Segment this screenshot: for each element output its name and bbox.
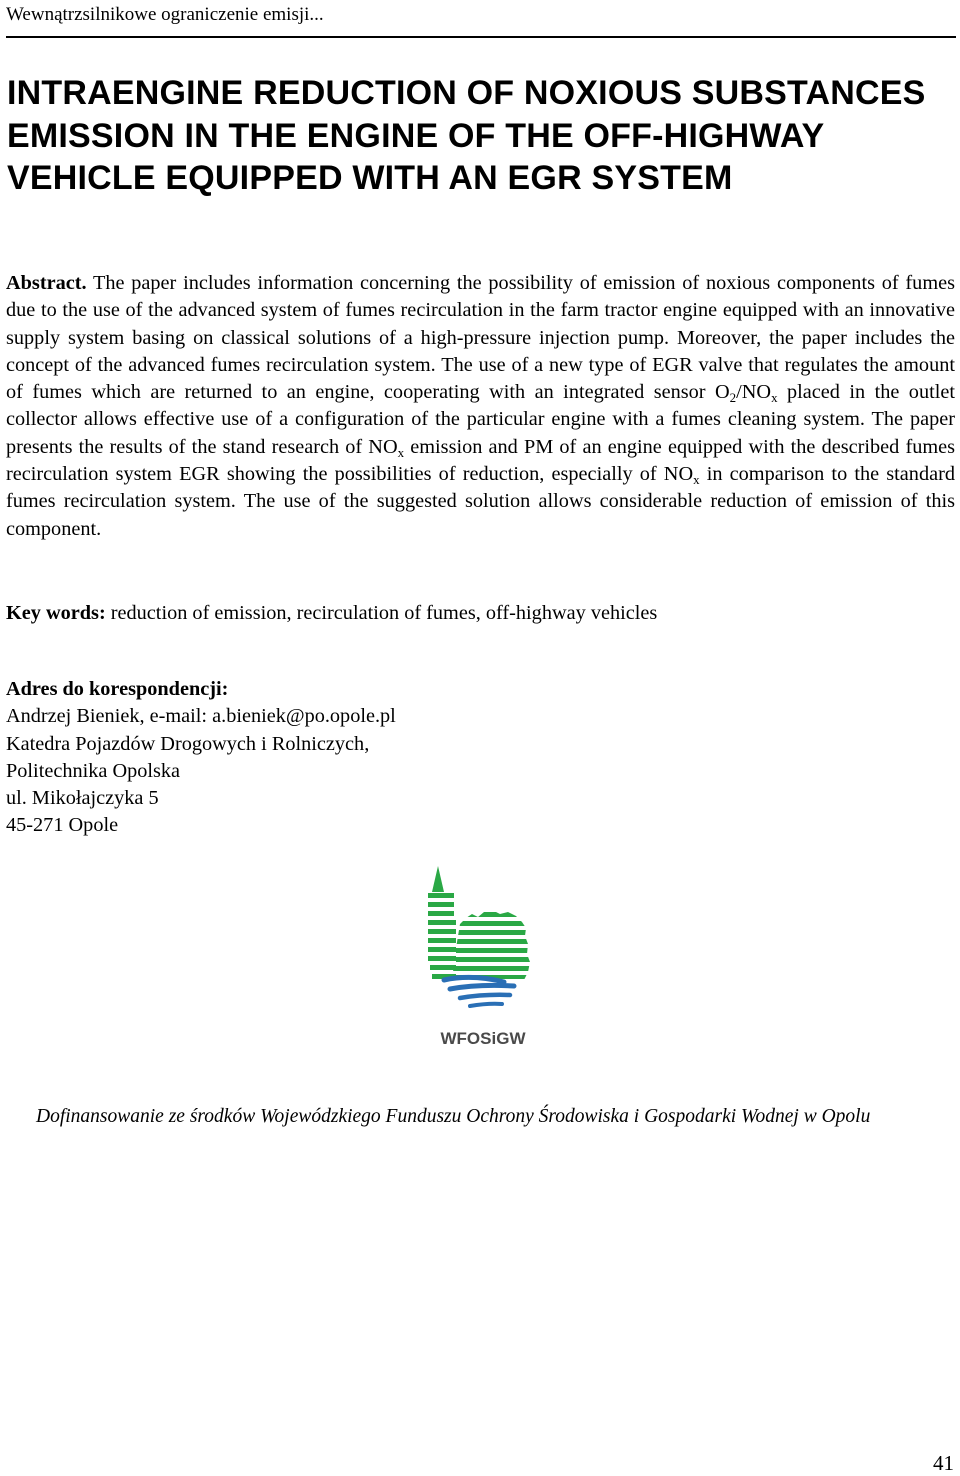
- tower-icon: [428, 866, 456, 979]
- abstract-text-4: emission and PM of an engine equipped with the described fumes recirculation system EGR showing the possibilities of reduction, especially of NO: [6, 435, 956, 486]
- city-line: 45-271 Opole: [6, 814, 119, 837]
- author-email-line: Andrzej Bieniek, e-mail: a.bieniek@po.opole.pl: [6, 705, 396, 728]
- abstract: [6, 270, 955, 543]
- abstract-text-1: The paper includes information concerning the possibility of emission of noxious components of fumes due to the use of the advanced system of fumes recirculation in the farm tractor engine equipped with an innovative supply system basing on classical solutions of a high-pressure injection pump. Moreover, the paper includes the concept of the advanced fumes recirculation system. The use of a new type of EGR valve that regulates the amount of fumes which are returned to an engine, cooperating with an integrated sensor O: [6, 272, 955, 404]
- running-head: Wewnątrzsilnikowe ograniczenie emisji...: [6, 4, 324, 25]
- subscript-x: x: [397, 444, 405, 460]
- wfosigw-logo: [422, 862, 544, 1052]
- abstract-text-3: placed in the outlet collector allows effective use of a configuration of the particular engine with a fumes cleaning system. The paper presents the results of the stand research of NO: [6, 381, 955, 458]
- header-divider: [6, 36, 956, 38]
- keywords-label: Key words:: [6, 602, 106, 624]
- abstract-label: Abstract.: [6, 272, 87, 294]
- subscript-2: 2: [729, 390, 737, 406]
- abstract-text-2: /NO: [736, 381, 772, 404]
- page-number: 41: [933, 1451, 954, 1475]
- abstract-text-5: in comparison to the standard fumes recirculation system. The use of the suggested solution allows considerable reduction of emission of this component.: [6, 463, 955, 540]
- paper-title: INTRAENGINE REDUCTION OF NOXIOUS SUBSTANCES EMISSION IN THE ENGINE OF THE OFF-HIGHWAY VEHICLE EQUIPPED WITH AN EGR SYSTEM: [7, 74, 926, 197]
- correspondence-heading: Adres do korespondencji:: [6, 678, 229, 700]
- street-line: ul. Mikołajczyka 5: [6, 787, 159, 810]
- keywords: [6, 602, 657, 625]
- subscript-x: x: [693, 472, 700, 488]
- water-waves-icon: [444, 977, 514, 1006]
- department-line: Katedra Pojazdów Drogowych i Rolniczych,: [6, 732, 370, 755]
- correspondence-block: [6, 676, 396, 840]
- funding-note: Dofinansowanie ze środków Wojewódzkiego Funduszu Ochrony Środowiska i Gospodarki Wodnej w Opolu: [36, 1106, 871, 1127]
- subscript-x: x: [771, 390, 778, 406]
- university-line: Politechnika Opolska: [6, 759, 181, 782]
- keywords-text: reduction of emission, recirculation of fumes, off-highway vehicles: [105, 602, 658, 624]
- logo-text: WFOSiGW: [440, 1029, 526, 1048]
